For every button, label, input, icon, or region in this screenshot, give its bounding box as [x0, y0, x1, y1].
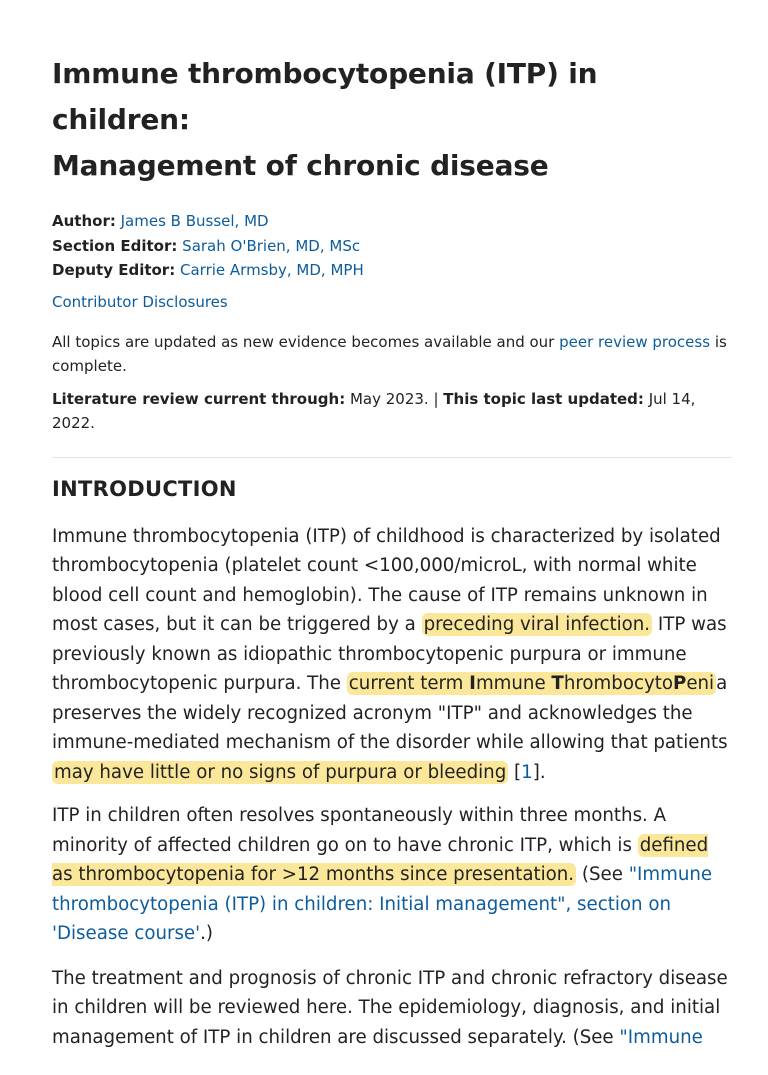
last-updated-value: Jul 14, 2022.	[52, 389, 696, 432]
highlight-text: mmune	[475, 673, 552, 694]
paragraph-text: ].	[532, 761, 546, 783]
article-page	[0, 51, 768, 1075]
literature-review-value: May 2023. |	[345, 389, 444, 408]
paragraph-text: ITP was previously known as idiopathic thrombocytopenic purpura or immune thrombocytopenic purpura. The	[52, 614, 727, 694]
initial-management-link[interactable]: "Immune thrombocytopenia (ITP) in children: Initial management", section on 'Disease course'	[52, 864, 713, 944]
section-divider	[52, 457, 732, 458]
section-editor-label: Section Editor:	[52, 236, 178, 255]
intro-paragraph-2	[52, 801, 732, 949]
highlight: defined as thrombocytopenia for >12 months since presentation.	[52, 834, 709, 885]
author-block	[52, 209, 732, 283]
deputy-editor-label: Deputy Editor:	[52, 261, 176, 279]
section-editor-row	[52, 234, 732, 259]
page-title	[52, 51, 732, 189]
title-line-2: Management of chronic disease	[52, 149, 549, 182]
highlight-text: hrombocyto	[563, 673, 673, 694]
deputy-editor-link[interactable]: Carrie Armsby, MD, MPH	[180, 261, 364, 279]
author-link[interactable]: James B Bussel, MD	[120, 212, 269, 230]
literature-review-label: Literature review current through:	[52, 389, 346, 408]
author-label: Author:	[52, 212, 116, 230]
introduction-heading: INTRODUCTION	[52, 476, 237, 501]
contributor-disclosures-link[interactable]: Contributor Disclosures	[52, 292, 228, 311]
deputy-editor-row	[52, 258, 732, 283]
paragraph-text: (See	[576, 864, 629, 885]
title-line-1: Immune thrombocytopenia (ITP) in children:	[52, 57, 598, 136]
section-editor-link[interactable]: Sarah O'Brien, MD, MSc	[182, 236, 361, 255]
highlight-text: eni	[686, 673, 715, 694]
paragraph-text: .)	[200, 923, 214, 944]
reference-link-1[interactable]: 1	[521, 761, 533, 783]
paragraph-text: The treatment and prognosis of chronic ITP and chronic refractory disease in children will be reviewed here. The epidemiology, diagnosis, and initial management of ITP in children are discussed separately. (See	[52, 967, 728, 1048]
intro-paragraph-1	[52, 522, 732, 788]
update-note	[52, 330, 732, 379]
paragraph-text: ITP in children often resolves spontaneously within three months. A minority of affected children go on to have chronic ITP, which is	[52, 805, 667, 856]
highlight	[347, 672, 716, 695]
update-note-text-end: is complete.	[52, 332, 727, 375]
author-row	[52, 209, 732, 234]
immune-topic-link[interactable]: "Immune	[619, 1026, 703, 1048]
paragraph-text: a preserves the widely recognized acronym "ITP" and acknowledges the immune-mediated mechanism of the disorder while allowing that patients	[52, 673, 728, 753]
highlight: may have little or no signs of purpura or bleeding	[54, 761, 507, 783]
acronym-letter-i: I	[469, 673, 476, 694]
paragraph-text: Immune thrombocytopenia (ITP) of childhood is characterized by isolated thrombocytopenia (platelet count <100,000/microL, with normal white blood cell count and hemoglobin). The cause of ITP remains unknown in most cases, but it can be triggered by a	[52, 525, 721, 635]
peer-review-link[interactable]: peer review process	[559, 332, 711, 351]
highlight-text: current term	[348, 673, 470, 694]
update-note-text: All topics are updated as new evidence becomes available and our	[52, 332, 560, 351]
paragraph-text: [	[508, 761, 522, 783]
intro-paragraph-3	[52, 964, 732, 1053]
review-dates	[52, 387, 732, 435]
highlight: preceding viral infection.	[423, 614, 651, 635]
acronym-letter-t: T	[551, 673, 564, 694]
acronym-letter-p: P	[672, 673, 687, 694]
last-updated-label: This topic last updated:	[443, 389, 644, 408]
